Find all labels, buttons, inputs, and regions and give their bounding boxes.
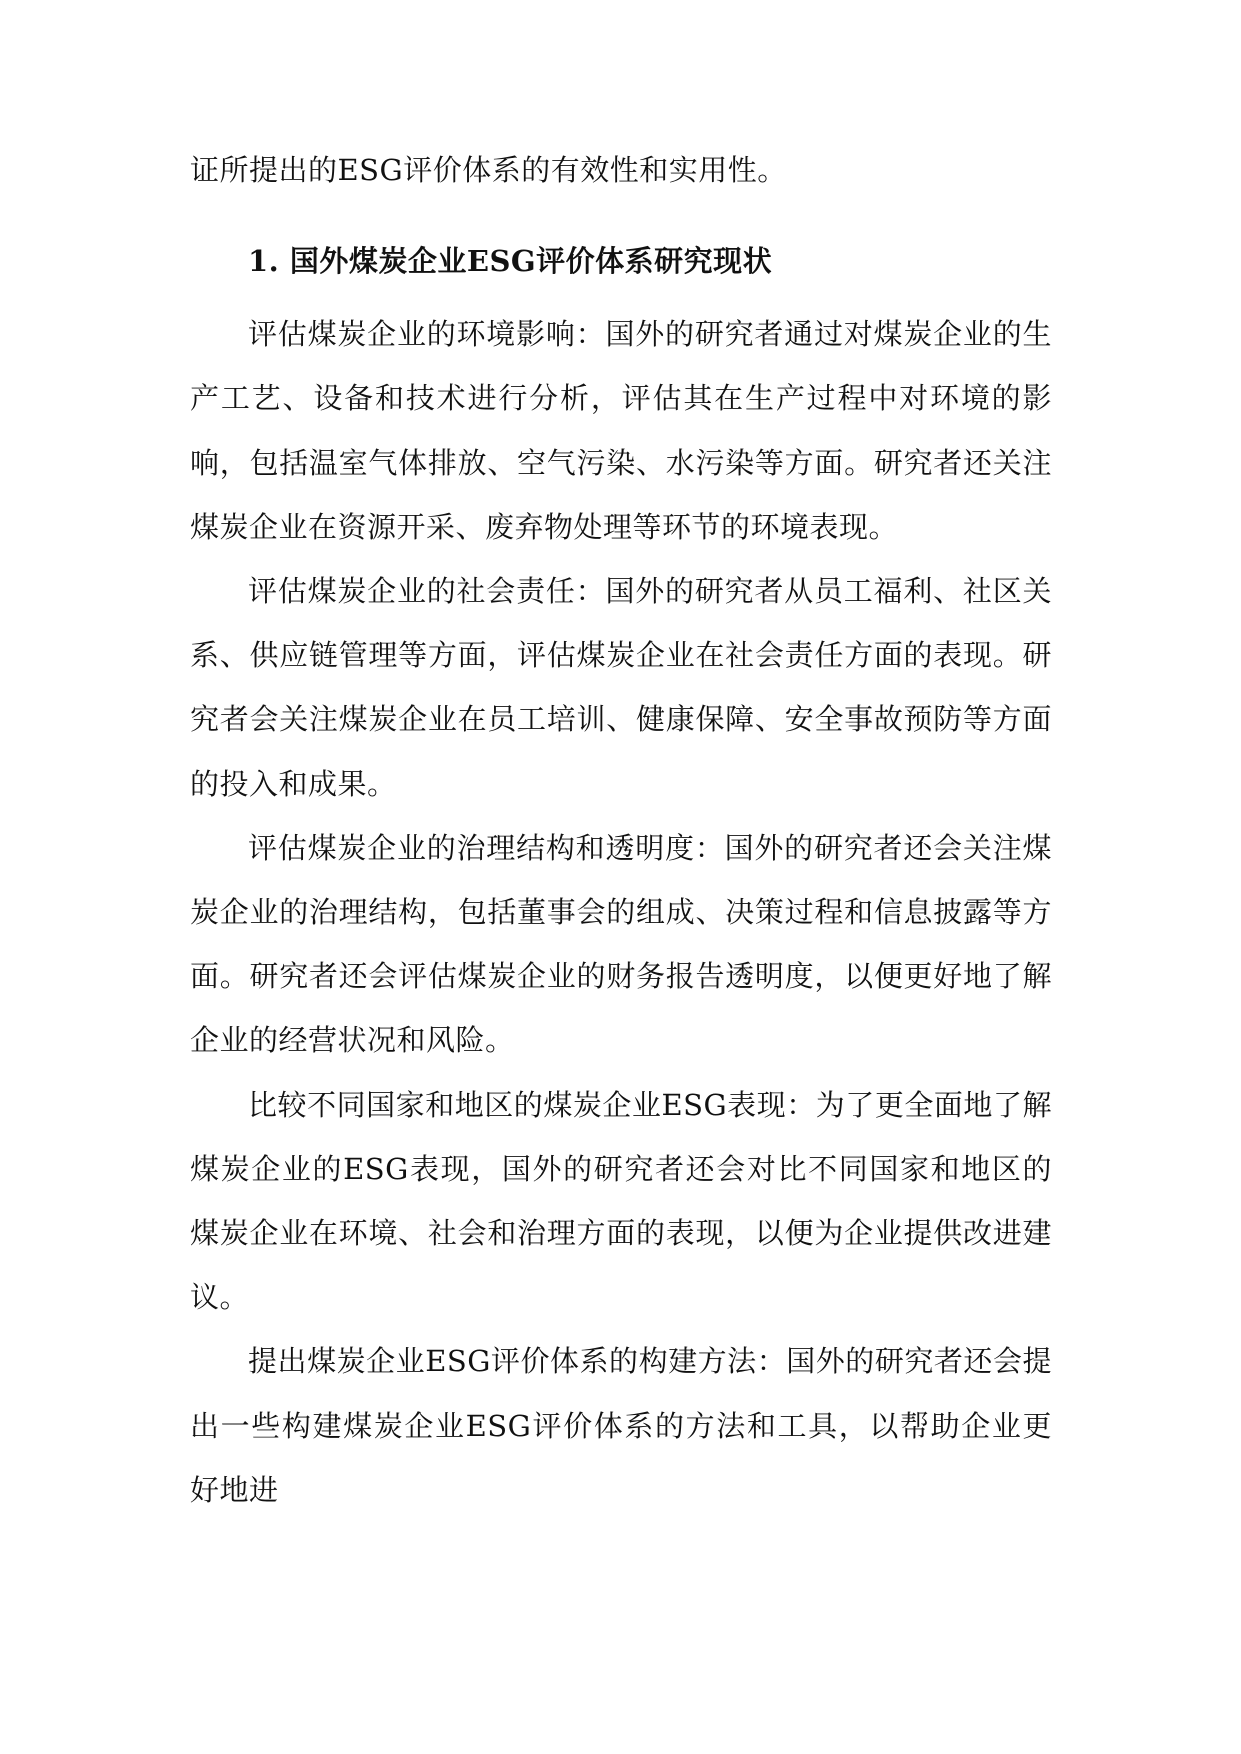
paragraph-governance-transparency: 评估煤炭企业的治理结构和透明度：国外的研究者还会关注煤炭企业的治理结构，包括董事会的组成、决策过程和信息披露等方面。研究者还会评估煤炭企业的财务报告透明度，以便更好地了解企业的经营状况和风险。 [190,830,1052,1058]
document-body [190,138,1052,1522]
paragraph-regional-comparison: 比较不同国家和地区的煤炭企业ESG表现：为了更全面地了解煤炭企业的ESG表现，国外的研究者还会对比不同国家和地区的煤炭企业在环境、社会和治理方面的表现，以便为企业提供改进建议。 [190,1087,1052,1315]
paragraph-environmental-impact: 评估煤炭企业的环境影响：国外的研究者通过对煤炭企业的生产工艺、设备和技术进行分析，评估其在生产过程中对环境的影响，包括温室气体排放、空气污染、水污染等方面。研究者还关注煤炭企业在资源开采、废弃物处理等环节的环境表现。 [190,317,1052,544]
section-heading: 1. 国外煤炭企业ESG评价体系研究现状 [248,244,773,279]
continued-paragraph: 证所提出的ESG评价体系的有效性和实用性。 [190,153,787,187]
paragraph-construction-methods: 提出煤炭企业ESG评价体系的构建方法：国外的研究者还会提出一些构建煤炭企业ESG评价体系的方法和工具，以帮助企业更好地进 [190,1344,1052,1507]
paragraph-social-responsibility: 评估煤炭企业的社会责任：国外的研究者从员工福利、社区关系、供应链管理等方面，评估煤炭企业在社会责任方面的表现。研究者会关注煤炭企业在员工培训、健康保障、安全事故预防等方面的投入和成果。 [190,574,1052,801]
